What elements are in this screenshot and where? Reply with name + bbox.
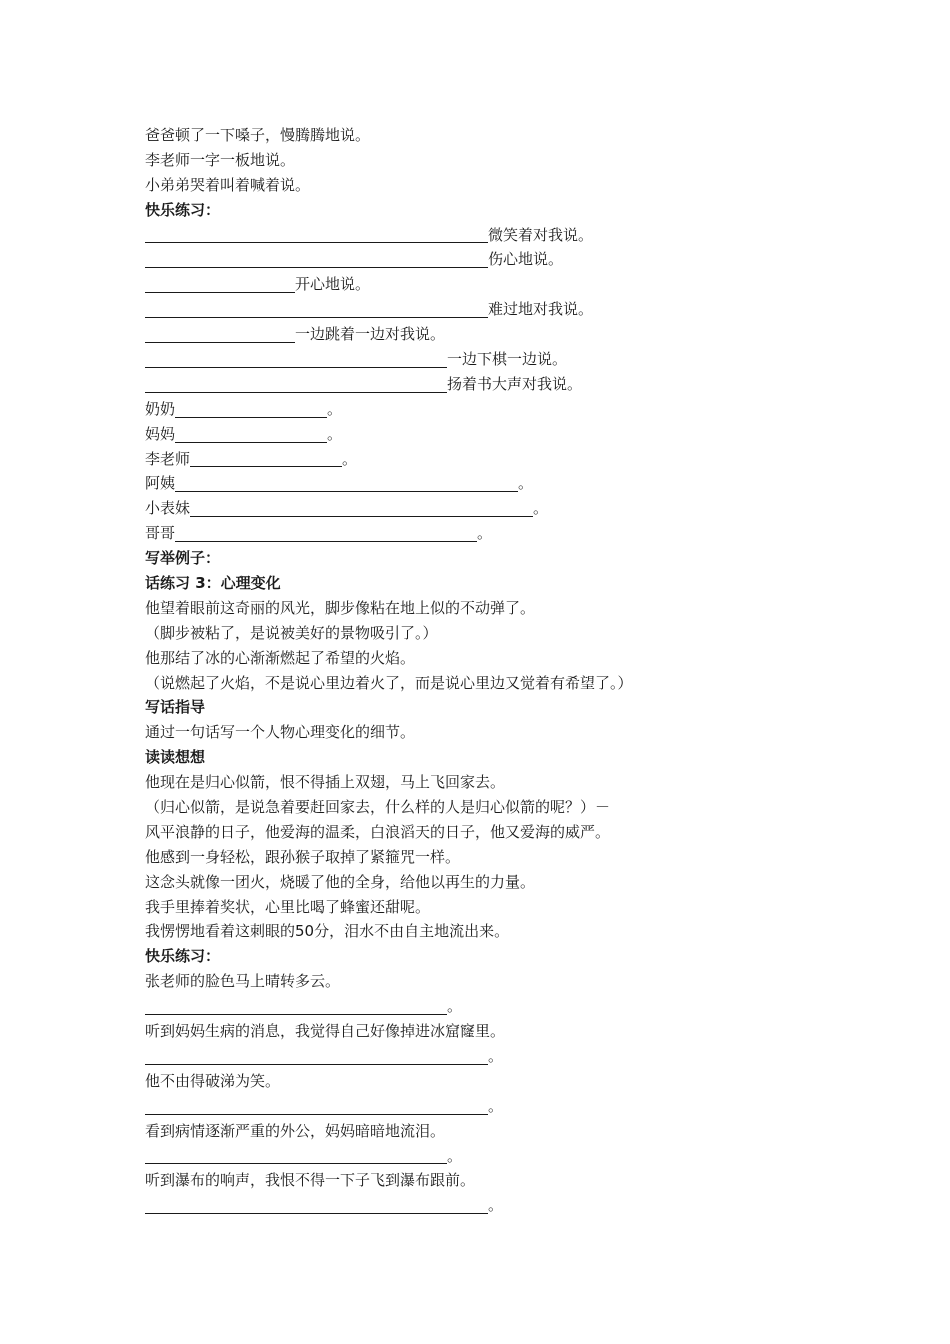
text-line — [145, 1019, 805, 1044]
blank-suffix: 。 — [327, 399, 343, 418]
fill-in-line — [145, 223, 805, 248]
line-text: 看到病情逐渐严重的外公，妈妈暗暗地流泪。 — [145, 1121, 446, 1140]
line-text: 我手里捧着奖状，心里比喝了蜂蜜还甜呢。 — [145, 897, 431, 916]
section-heading — [145, 745, 805, 770]
fill-in-line — [145, 322, 805, 347]
answer-blank[interactable] — [175, 473, 518, 492]
line-text: 听到妈妈生病的消息，我觉得自己好像掉进冰窟窿里。 — [145, 1022, 506, 1041]
text-line — [145, 770, 805, 795]
line-text: 小弟弟哭着叫着喊着说。 — [145, 175, 311, 194]
text-line — [145, 173, 805, 198]
blank-suffix: 微笑着对我说。 — [488, 225, 594, 244]
answer-blank[interactable] — [145, 274, 295, 293]
answer-blank[interactable] — [145, 1096, 488, 1115]
fill-in-line — [145, 422, 805, 447]
blank-suffix: 难过地对我说。 — [488, 300, 594, 319]
blank-suffix: 扬着书大声对我说。 — [447, 374, 583, 393]
answer-blank[interactable] — [145, 996, 447, 1015]
text-line — [145, 596, 805, 621]
fill-in-line — [145, 372, 805, 397]
blank-suffix: 。 — [342, 449, 358, 468]
text-line — [145, 720, 805, 745]
answer-blank[interactable] — [145, 224, 488, 243]
fill-in-line — [145, 1193, 805, 1218]
answer-blank[interactable] — [145, 299, 488, 318]
blank-suffix: 。 — [533, 499, 549, 518]
line-text: 这念头就像一团火，烧暖了他的全身，给他以再生的力量。 — [145, 872, 536, 891]
fill-in-line — [145, 1044, 805, 1069]
blank-suffix: 。 — [488, 1196, 504, 1215]
answer-blank[interactable] — [145, 249, 488, 268]
fill-in-line — [145, 297, 805, 322]
text-line — [145, 1168, 805, 1193]
line-text: 他不由得破涕为笑。 — [145, 1071, 281, 1090]
text-line — [145, 621, 805, 646]
blank-prefix: 妈妈 — [145, 424, 176, 443]
section-heading — [145, 944, 805, 969]
answer-blank[interactable] — [145, 1046, 488, 1065]
blank-suffix: 。 — [488, 1096, 504, 1115]
fill-in-line — [145, 1094, 805, 1119]
text-line — [145, 895, 805, 920]
answer-blank[interactable] — [175, 399, 327, 418]
fill-in-line — [145, 1144, 805, 1169]
line-text: （归心似箭，是说急着要赶回家去，什么样的人是归心似箭的呢？）－ — [145, 798, 611, 817]
blank-suffix: 一边下棋一边说。 — [447, 350, 568, 368]
fill-in-line — [145, 471, 805, 496]
blank-suffix: 伤心地说。 — [488, 250, 564, 269]
answer-blank[interactable] — [145, 1195, 488, 1214]
fill-in-line — [145, 247, 805, 272]
section-heading — [145, 546, 805, 571]
text-line — [145, 1119, 805, 1144]
line-text: 通过一句话写一个人物心理变化的细节。 — [145, 723, 416, 742]
blank-prefix: 李老师 — [145, 449, 191, 468]
answer-blank[interactable] — [175, 424, 327, 443]
fill-in-line — [145, 447, 805, 472]
blank-suffix: 。 — [488, 1046, 504, 1065]
heading-text: 读读想想 — [145, 748, 206, 767]
text-line — [145, 1069, 805, 1094]
answer-blank[interactable] — [145, 324, 295, 343]
answer-blank[interactable] — [175, 523, 477, 542]
text-line — [145, 870, 805, 895]
fill-in-line — [145, 397, 805, 422]
line-text: （脚步被粘了，是说被美好的景物吸引了。） — [145, 623, 438, 642]
heading-text: 快乐练习： — [145, 200, 221, 219]
line-text: 他那结了冰的心渐渐燃起了希望的火焰。 — [145, 648, 416, 667]
line-text: 张老师的脸色马上晴转多云。 — [145, 972, 341, 991]
blank-suffix: 。 — [447, 1146, 463, 1165]
blank-suffix: 。 — [477, 524, 493, 543]
text-line — [145, 646, 805, 671]
blank-suffix: 开心地说。 — [295, 275, 371, 294]
answer-blank[interactable] — [145, 349, 447, 368]
line-text: 他感到一身轻松，跟孙猴子取掉了紧箍咒一样。 — [145, 847, 461, 866]
blank-suffix: 一边跳着一边对我说。 — [295, 325, 446, 344]
text-line — [145, 795, 805, 820]
text-line — [145, 148, 805, 173]
line-text: 他望着眼前这奇丽的风光，脚步像粘在地上似的不动弹了。 — [145, 598, 536, 617]
heading-text: 写举例子： — [145, 549, 221, 568]
answer-blank[interactable] — [145, 1145, 447, 1164]
text-line — [145, 969, 805, 994]
text-line — [145, 845, 805, 870]
blank-prefix: 哥哥 — [145, 524, 176, 543]
answer-blank[interactable] — [190, 498, 533, 517]
fill-in-line — [145, 521, 805, 546]
line-text: 李老师一字一板地说。 — [145, 150, 296, 169]
line-text: 他现在是归心似箭，恨不得插上双翅，马上飞回家去。 — [145, 773, 506, 792]
answer-blank[interactable] — [145, 374, 447, 393]
line-text: 我愣愣地看着这刺眼的50分，泪水不由自主地流出来。 — [145, 922, 510, 941]
heading-text: 写话指导 — [145, 698, 206, 717]
blank-prefix: 奶奶 — [145, 399, 176, 418]
blank-prefix: 小表妹 — [145, 499, 191, 518]
blank-prefix: 阿姨 — [145, 474, 176, 493]
blank-suffix: 。 — [447, 997, 463, 1016]
line-text: 爸爸顿了一下嗓子，慢腾腾地说。 — [145, 125, 371, 144]
fill-in-line — [145, 496, 805, 521]
document-body — [145, 123, 805, 1218]
fill-in-line — [145, 347, 805, 372]
blank-suffix: 。 — [327, 424, 343, 443]
heading-text: 快乐练习： — [145, 947, 221, 966]
section-heading — [145, 571, 805, 596]
heading-text: 话练习 3：心理变化 — [145, 574, 281, 593]
line-text: 风平浪静的日子，他爱海的温柔，白浪滔天的日子，他又爱海的威严。 — [145, 822, 611, 841]
section-heading — [145, 695, 805, 720]
line-text: （说燃起了火焰，不是说心里边着火了，而是说心里边又觉着有希望了。） — [145, 673, 633, 692]
text-line — [145, 820, 805, 845]
text-line — [145, 123, 805, 148]
section-heading — [145, 198, 805, 223]
fill-in-line — [145, 994, 805, 1019]
fill-in-line — [145, 272, 805, 297]
text-line — [145, 920, 805, 945]
answer-blank[interactable] — [190, 448, 342, 467]
blank-suffix: 。 — [518, 474, 534, 493]
text-line — [145, 671, 805, 696]
line-text: 听到瀑布的响声，我恨不得一下子飞到瀑布跟前。 — [145, 1171, 476, 1190]
